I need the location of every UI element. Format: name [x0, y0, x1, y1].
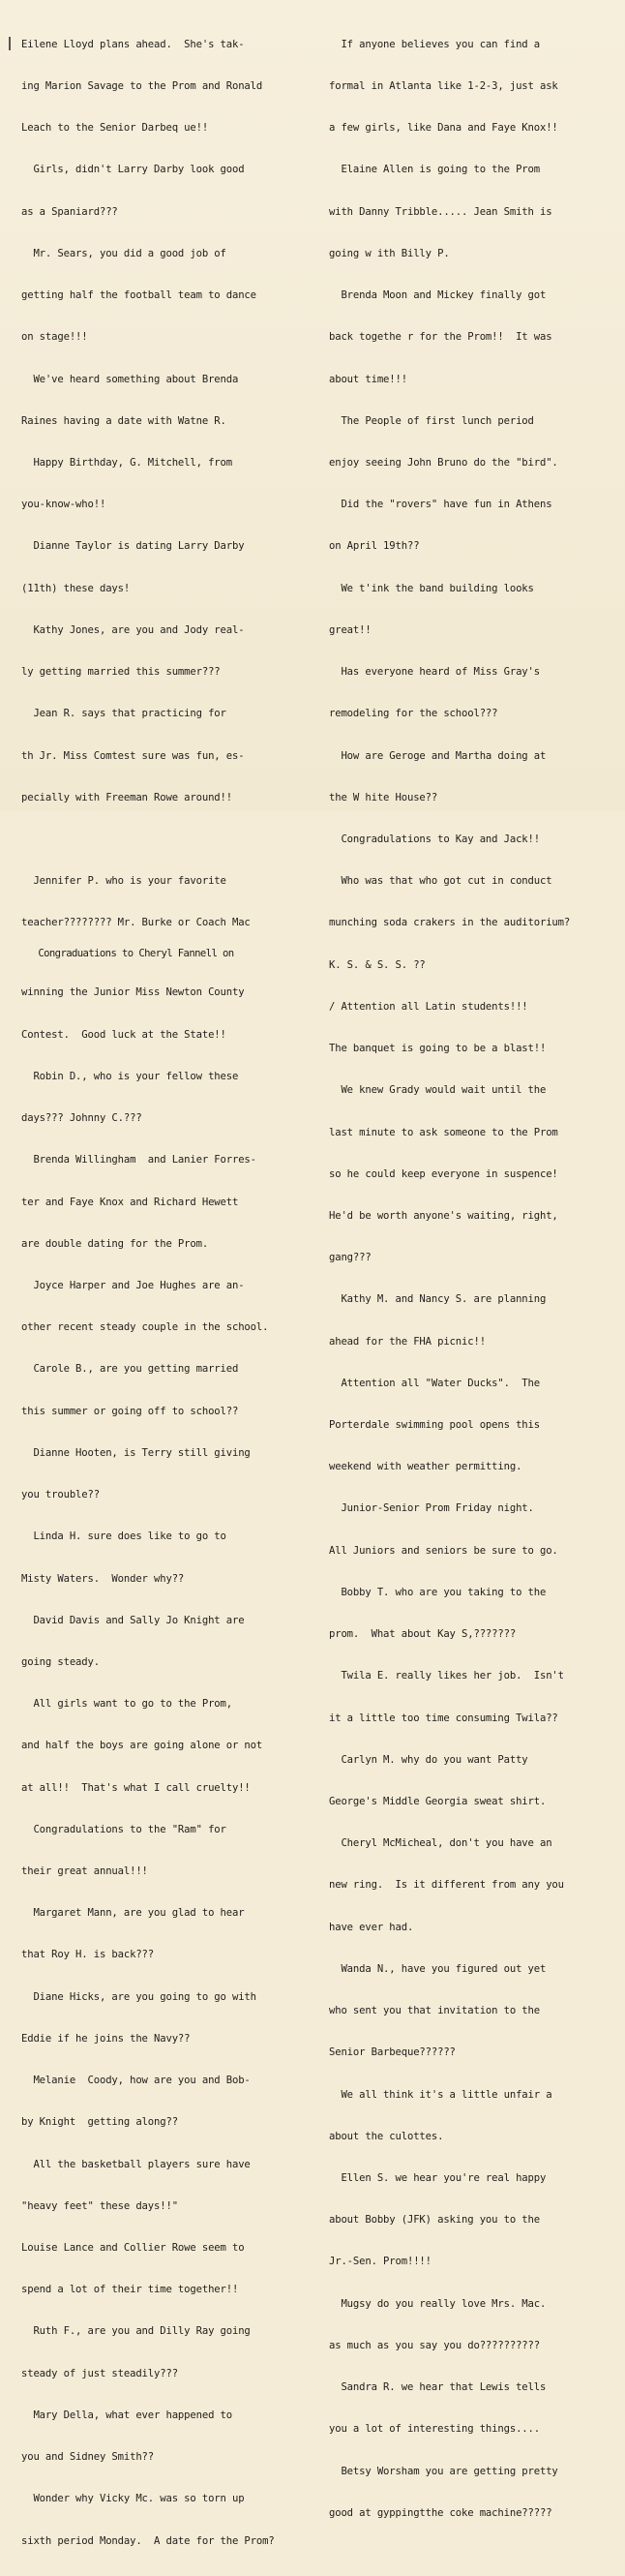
gossip-line: K. S. & S. S. ?? [329, 958, 426, 971]
gossip-line: Carlyn M. why do you want Patty [329, 1753, 528, 1766]
gossip-line: The banquet is going to be a blast!! [329, 1043, 547, 1055]
gossip-line: you-know-who!! [21, 499, 106, 511]
gossip-line: Wonder why Vicky Mc. was so torn up [21, 2493, 245, 2505]
gossip-line: you and Sidney Smith?? [21, 2451, 155, 2464]
gossip-line: formal in Atlanta like 1-2-3, just ask [329, 80, 558, 93]
gossip-line: Mugsy do you really love Mrs. Mac. [329, 2297, 547, 2310]
gossip-line: other recent steady couple in the school. [21, 1321, 269, 1334]
gossip-line: remodeling for the school??? [329, 708, 498, 720]
gossip-line: getting half the football team to dance [21, 289, 256, 302]
gossip-line: Mary Della, what ever happened to [21, 2409, 232, 2421]
gossip-line: Betsy Worsham you are getting pretty [329, 2465, 558, 2477]
gossip-line: Diane Hicks, are you going to go with [21, 1990, 256, 2003]
gossip-line: Attention all "Water Ducks". The [329, 1377, 540, 1389]
gossip-line: Brenda Willingham and Lanier Forres- [21, 1154, 256, 1167]
gossip-line: (11th) these days! [21, 582, 131, 594]
gossip-line: Melanie Coody, how are you and Bob- [21, 2075, 251, 2087]
gossip-line: Who was that who got cut in conduct [329, 875, 552, 888]
gossip-line: enjoy seeing John Bruno do the "bird". [329, 457, 558, 469]
gossip-line: Misty Waters. Wonder why?? [21, 1572, 185, 1585]
gossip-line: Kathy Jones, are you and Jody real- [21, 623, 245, 636]
gossip-line: ter and Faye Knox and Richard Hewett [21, 1196, 239, 1208]
gossip-line: you a lot of interesting things.... [329, 2423, 540, 2436]
gossip-line: Louise Lance and Collier Rowe seem to [21, 2242, 245, 2254]
gossip-line: Carole B., are you getting married [21, 1363, 239, 1376]
gossip-line: Has everyone heard of Miss Gray's [329, 666, 540, 679]
gossip-line: Twila E. really likes her job. Isn't [329, 1670, 564, 1682]
gossip-line: How are Geroge and Martha doing at [329, 749, 547, 762]
gossip-line: "heavy feet" these days!!" [21, 2199, 178, 2212]
gossip-line: Brenda Moon and Mickey finally got [329, 289, 547, 302]
gossip-line: new ring. Is it different from any you [329, 1879, 564, 1892]
gossip-line: a few girls, like Dana and Faye Knox!! [329, 122, 558, 135]
gossip-line: Robin D., who is your fellow these [21, 1070, 239, 1082]
gossip-line: on stage!!! [21, 331, 88, 344]
gossip-line: winning the Junior Miss Newton County [21, 986, 245, 999]
gossip-line: Ellen S. we hear you're real happy [329, 2171, 547, 2184]
gossip-line: their great annual!!! [21, 1865, 148, 1878]
gossip-line: George's Middle Georgia sweat shirt. [329, 1796, 547, 1807]
gossip-line: about the culottes. [329, 2130, 444, 2142]
gossip-line: Happy Birthday, G. Mitchell, from [21, 457, 232, 469]
gossip-line: ing Marion Savage to the Prom and Ronald [21, 80, 263, 93]
gossip-line: David Davis and Sally Jo Knight are [21, 1614, 245, 1626]
gossip-line: Porterdale swimming pool opens this [329, 1419, 540, 1432]
gossip-line: Senior Barbeque?????? [329, 2046, 456, 2059]
gossip-line: days??? Johnny C.??? [21, 1112, 142, 1125]
margin-pencil-mark [9, 37, 11, 50]
gossip-line: Contest. Good luck at the State!! [21, 1028, 226, 1041]
gossip-line: All Juniors and seniors be sure to go. [329, 1544, 558, 1557]
gossip-line: Linda H. sure does like to go to [21, 1530, 226, 1543]
gossip-line: ahead for the FHA picnic!! [329, 1335, 486, 1348]
gossip-line: last minute to ask someone to the Prom [329, 1126, 558, 1138]
gossip-line: as a Spaniard??? [21, 205, 118, 218]
gossip-line: have ever had. [329, 1921, 414, 1933]
gossip-line: Kathy M. and Nancy S. are planning [329, 1293, 547, 1306]
gossip-line: Congradulations to the "Ram" for [21, 1823, 226, 1835]
gossip-line: Junior-Senior Prom Friday night. [329, 1502, 534, 1515]
gossip-line: Jean R. says that practicing for [21, 708, 226, 720]
gossip-line: pecially with Freeman Rowe around!! [21, 791, 232, 803]
gossip-line: All girls want to go to the Prom, [21, 1698, 232, 1711]
gossip-line: about time!!! [329, 373, 407, 385]
gossip-line: you trouble?? [21, 1489, 100, 1501]
gossip-line: He'd be worth anyone's waiting, right, [329, 1209, 558, 1222]
gossip-line: Bobby T. who are you taking to the [329, 1586, 547, 1598]
gossip-line: Leach to the Senior Darbeq ue!! [21, 122, 209, 135]
gossip-line: Congradulations to Kay and Jack!! [329, 833, 540, 845]
gossip-line: about Bobby (JFK) asking you to the [329, 2214, 540, 2227]
gossip-line: Wanda N., have you figured out yet [329, 1962, 547, 1975]
gossip-line: Cheryl McMicheal, don't you have an [329, 1837, 552, 1850]
gossip-line: Jr.-Sen. Prom!!!! [329, 2256, 432, 2268]
gossip-line: We knew Grady would wait until the [329, 1084, 547, 1097]
gossip-line: sixth period Monday. A date for the Prom? [21, 2534, 275, 2547]
gossip-line: Eilene Lloyd plans ahead. She's tak- [21, 38, 245, 50]
gossip-line: so he could keep everyone in suspence! [329, 1167, 558, 1180]
gossip-line: and half the boys are going alone or not [21, 1740, 263, 1752]
gossip-line: prom. What about Kay S,??????? [329, 1628, 517, 1641]
gossip-line: at all!! That's what I call cruelty!! [21, 1781, 251, 1794]
gossip-line: going w ith Billy P. [329, 247, 450, 259]
gossip-line: gang??? [329, 1252, 372, 1264]
gossip-line: who sent you that invitation to the [329, 2005, 540, 2017]
gossip-line: as much as you say you do?????????? [329, 2339, 540, 2351]
gossip-line: We all think it's a little unfair a [329, 2088, 552, 2101]
gossip-line: The People of first lunch period [329, 414, 534, 427]
gossip-line: it a little too time consuming Twila?? [329, 1712, 558, 1724]
gossip-line: the W hite House?? [329, 791, 438, 803]
gossip-line: steady of just steadily??? [21, 2367, 178, 2379]
gossip-line: We t'ink the band building looks [329, 582, 534, 594]
gossip-line: We've heard something about Brenda [21, 373, 239, 385]
gossip-line: Did the "rovers" have fun in Athens [329, 499, 552, 511]
gossip-line: munching soda crakers in the auditorium? [329, 917, 571, 929]
gossip-line: Ruth F., are you and Dilly Ray going [21, 2325, 251, 2338]
gossip-line: that Roy H. is back??? [21, 1949, 155, 1961]
gossip-line: going steady. [21, 1655, 100, 1668]
gossip-line: Margaret Mann, are you glad to hear [21, 1907, 245, 1920]
gossip-column-right [329, 10, 619, 2548]
gossip-line: Elaine Allen is going to the Prom [329, 164, 540, 176]
gossip-line: If anyone believes you can find a [329, 38, 540, 50]
gossip-line: th Jr. Miss Comtest sure was fun, es- [21, 749, 245, 762]
gossip-line: great!! [329, 623, 372, 636]
gossip-line: Raines having a date with Watne R. [21, 414, 226, 427]
gossip-line: with Danny Tribble..... Jean Smith is [329, 205, 552, 218]
gossip-line: spend a lot of their time together!! [21, 2284, 239, 2296]
gossip-line: on April 19th?? [329, 540, 420, 553]
gossip-line: ly getting married this summer??? [21, 666, 221, 679]
gossip-line: Eddie if he joins the Navy?? [21, 2032, 191, 2045]
gossip-line: Dianne Hooten, is Terry still giving [21, 1446, 251, 1459]
gossip-line: teacher???????? Mr. Burke or Coach Mac [21, 917, 251, 929]
gossip-line: Mr. Sears, you did a good job of [21, 247, 226, 259]
gossip-line [21, 833, 312, 846]
gossip-line-overstrike: Congraduations to Cheryl Fannell on [21, 947, 234, 959]
gossip-line: Sandra R. we hear that Lewis tells [329, 2381, 547, 2394]
gossip-line: Jennifer P. who is your favorite [21, 875, 226, 888]
gossip-line: / Attention all Latin students!!! [329, 1000, 528, 1013]
gossip-line: this summer or going off to school?? [21, 1405, 239, 1417]
gossip-line: by Knight getting along?? [21, 2116, 178, 2129]
gossip-line: Girls, didn't Larry Darby look good [21, 164, 245, 176]
gossip-column-left [21, 10, 312, 2576]
gossip-line: good at gyppingtthe coke machine????? [329, 2506, 552, 2519]
gossip-line: back togethe r for the Prom!! It was [329, 331, 552, 344]
gossip-line: weekend with weather permitting. [329, 1461, 522, 1473]
gossip-line: are double dating for the Prom. [21, 1237, 209, 1250]
gossip-line: Dianne Taylor is dating Larry Darby [21, 540, 245, 553]
gossip-line: All the basketball players sure have [21, 2158, 251, 2170]
gossip-line: Joyce Harper and Joe Hughes are an- [21, 1279, 245, 1291]
